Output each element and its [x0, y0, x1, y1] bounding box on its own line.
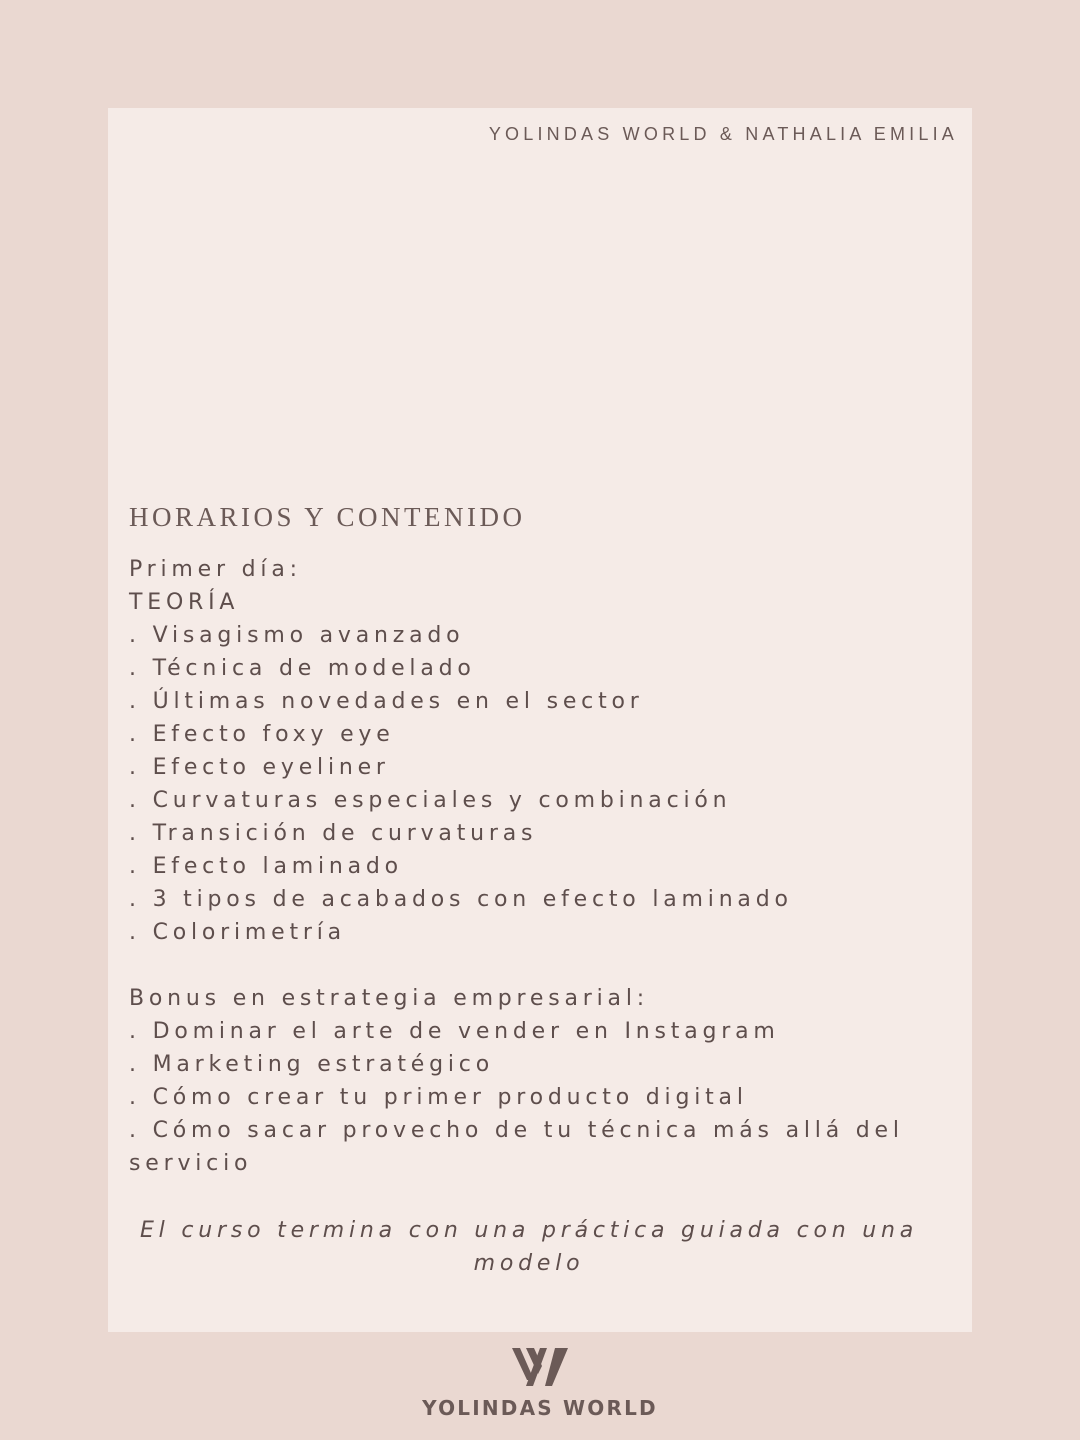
footer-logo — [0, 1346, 1080, 1420]
theory-item: . Últimas novedades en el sector — [129, 689, 644, 714]
course-content — [129, 553, 909, 1180]
bonus-item: . Cómo crear tu primer producto digital — [129, 1085, 748, 1110]
footer-logo-text: YOLINDAS WORLD — [422, 1396, 658, 1420]
theory-item: . Visagismo avanzado — [129, 623, 465, 648]
closing-note: El curso termina con una práctica guiada con una modelo — [139, 1218, 919, 1276]
theory-item: . Curvaturas especiales y combinación — [129, 788, 732, 813]
section-title: HORARIOS Y CONTENIDO — [129, 502, 526, 532]
bonus-item: . Marketing estratégico — [129, 1052, 494, 1077]
bonus-label: Bonus en estrategia empresarial: — [129, 986, 649, 1011]
day-label: Primer día: — [129, 557, 302, 582]
bonus-item: . Dominar el arte de vender en Instagram — [129, 1019, 780, 1044]
theory-item: . Efecto eyeliner — [129, 755, 390, 780]
spacer — [129, 949, 909, 982]
theory-item: . Efecto laminado — [129, 854, 403, 879]
theory-item: . Efecto foxy eye — [129, 722, 395, 747]
theory-item: . Colorimetría — [129, 920, 346, 945]
theory-item: . Transición de curvaturas — [129, 821, 538, 846]
theory-item: . Técnica de modelado — [129, 656, 476, 681]
theory-label: TEORÍA — [129, 590, 240, 615]
bonus-item: . Cómo sacar provecho de tu técnica más allá del servicio — [129, 1118, 904, 1176]
header-brand-line: YOLINDAS WORLD & NATHALIA EMILIA — [488, 124, 958, 144]
yw-monogram-icon — [510, 1346, 570, 1388]
theory-item: . 3 tipos de acabados con efecto laminado — [129, 887, 793, 912]
